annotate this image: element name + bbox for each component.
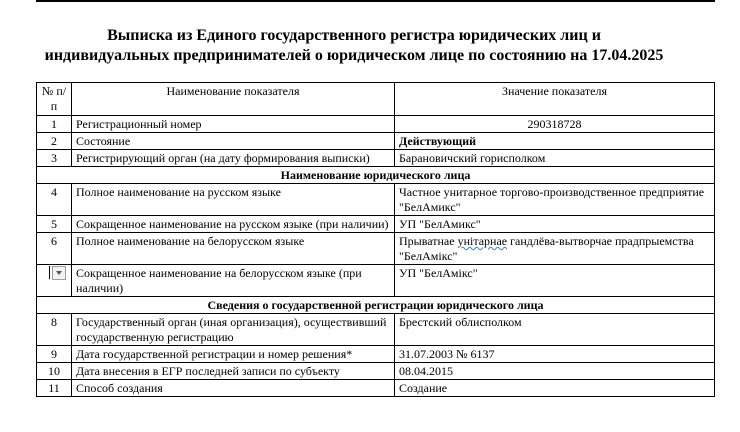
page-top-border — [36, 0, 715, 2]
document-title — [0, 26, 708, 66]
header-value: Значение показателя — [395, 83, 715, 116]
row-value: УП "БелАмікс" — [395, 265, 715, 297]
title-line-2: индивидуальных предпринимателей о юридическом лице по состоянию на 17.04.2025 — [44, 47, 664, 64]
value-part: гандлёва-вытворчае прадпрыемства "БелАмікс" — [399, 234, 694, 263]
row-num: 9 — [37, 346, 72, 363]
table-row — [37, 233, 715, 265]
row-value: 31.07.2003 № 6137 — [395, 346, 715, 363]
section-row — [37, 297, 715, 314]
row-name: Сокращенное наименование на белорусском языке (при наличии) — [72, 265, 395, 297]
row-value — [395, 233, 715, 265]
row-name: Дата внесения в ЕГР последней записи по субъекту — [72, 363, 395, 380]
row-insert-handle[interactable] — [47, 266, 63, 279]
section-title: Наименование юридического лица — [37, 167, 715, 184]
row-num: 8 — [37, 314, 72, 346]
row-num: 1 — [37, 116, 72, 133]
row-name: Государственный орган (иная организация), осуществивший государственную регистрацию — [72, 314, 395, 346]
table-row — [37, 216, 715, 233]
table-row — [37, 265, 715, 297]
row-num: 5 — [37, 216, 72, 233]
row-value: 290318728 — [395, 116, 715, 133]
value-part: Прыватнае — [399, 234, 458, 248]
spellcheck-flagged-word[interactable]: унітарнае — [457, 234, 508, 248]
row-value: Частное унитарное торгово-производственное предприятие "БелАмикс" — [395, 184, 715, 216]
row-name: Дата государственной регистрации и номер решения* — [72, 346, 395, 363]
table-row — [37, 346, 715, 363]
row-name: Полное наименование на русском языке — [72, 184, 395, 216]
title-line-1: Выписка из Единого государственного регистра юридических лиц и — [107, 27, 601, 44]
row-name: Регистрирующий орган (на дату формирования выписки) — [72, 150, 395, 167]
row-num: 3 — [37, 150, 72, 167]
table-row — [37, 363, 715, 380]
row-name: Способ создания — [72, 380, 395, 397]
row-num: 6 — [37, 233, 72, 265]
row-name: Состояние — [72, 133, 395, 150]
row-value: Барановичский горисполком — [395, 150, 715, 167]
section-title: Сведения о государственной регистрации юридического лица — [37, 297, 715, 314]
row-value: Создание — [395, 380, 715, 397]
table-row — [37, 133, 715, 150]
row-num-cell — [37, 265, 72, 297]
row-num: 11 — [37, 380, 72, 397]
table-row — [37, 150, 715, 167]
row-num: 10 — [37, 363, 72, 380]
row-value: 08.04.2015 — [395, 363, 715, 380]
section-row — [37, 167, 715, 184]
table-header-row — [37, 83, 715, 116]
row-name: Полное наименование на белорусском языке — [72, 233, 395, 265]
row-num: 4 — [37, 184, 72, 216]
header-num: № п/п — [37, 83, 72, 116]
row-name: Регистрационный номер — [72, 116, 395, 133]
table-row — [37, 314, 715, 346]
table-row — [37, 116, 715, 133]
row-name: Сокращенное наименование на русском языке (при наличии) — [72, 216, 395, 233]
row-value: Брестский облисполком — [395, 314, 715, 346]
row-value: Действующий — [395, 133, 715, 150]
row-value: УП "БелАмикс" — [395, 216, 715, 233]
text-cursor — [49, 266, 50, 279]
registry-extract-table — [36, 82, 715, 397]
header-name: Наименование показателя — [72, 83, 395, 116]
dropdown-arrow-icon[interactable] — [52, 266, 66, 280]
row-num: 2 — [37, 133, 72, 150]
table-row — [37, 184, 715, 216]
table-row — [37, 380, 715, 397]
